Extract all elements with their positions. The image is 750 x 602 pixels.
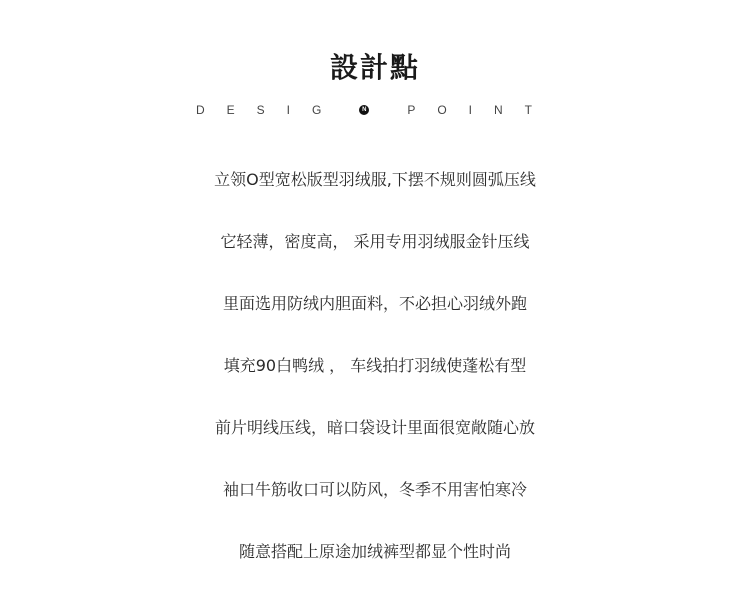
feature-list <box>0 168 750 602</box>
feature-line: 前片明线压线，暗口袋设计里面很宽敞随心放 <box>214 418 535 437</box>
feature-line: 填充90白鸭绒 ， 车线拍打羽绒使蓬松有型 <box>223 356 527 375</box>
feature-line: 里面选用防绒内胆面料，不必担心羽绒外跑 <box>222 294 527 313</box>
feature-line: 随意搭配上原途加绒裤型都显个性时尚 <box>238 542 511 561</box>
feature-line: 它轻薄，密度高， 采用专用羽绒服金针压线 <box>220 232 530 251</box>
subtitle-part-design: DESIG <box>195 103 344 117</box>
feature-line: 立领O型宽松版型羽绒服,下摆不规则圆弧压线 <box>214 170 536 189</box>
subtitle-dot-icon: N <box>359 105 369 115</box>
subtitle-part-point: POINT <box>407 103 554 117</box>
subtitle-design-point <box>0 102 750 118</box>
feature-line: 袖口牛筋收口可以防风，冬季不用害怕寒冷 <box>222 480 527 499</box>
page-title: 設計點 <box>329 51 420 84</box>
